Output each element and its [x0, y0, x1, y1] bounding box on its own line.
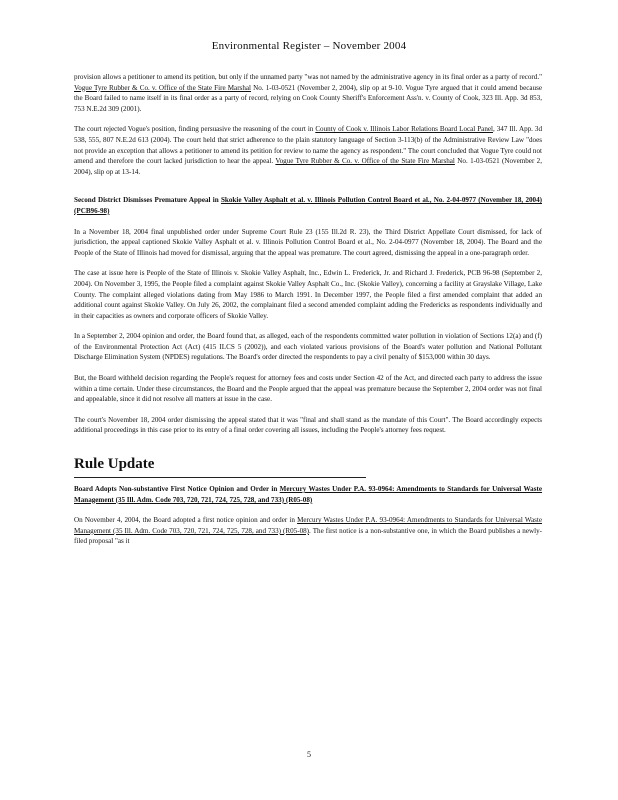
paragraph-court-mandate: The court's November 18, 2004 order dismissing the appeal stated that it was "final and shall stand as the mandate of this Court". The Board accordingly expects additional proceedings in this case prior to its entry of a final order covering all issues, including the People's attorney fees request.: [74, 415, 542, 435]
paragraph-attorney-fees: But, the Board withheld decision regarding the People's request for attorney fees and costs under Section 42 of the Act, and directed each party to address the issue within a time certain. Under these circumstances, the Board and the People argued that the appeal was premature because the September 2, 2004 order was not final and appealable, since it did not resolve all matters at issue in the case.: [74, 374, 542, 404]
rulemaking-link-mercury-wastes-body[interactable]: Mercury Wastes Under P.A. 93-0964: Amendments to Standards for Universal Waste Management (35 Ill. Adm. Code 703, 720, 721, 724, 725, 728, and 733) (R05-08): [74, 516, 542, 535]
paragraph-vogue-argument: provision allows a petitioner to amend its petition, but only if the unnamed party "was not named by the administrative agency in its final order as a party of record." Vogue Tyre Rubber & Co. v. Office of the State Fire Marshal No. 1-03-0521 (November 2, 2004), slip op at 9-10. Vogue Tyre argued that it could amend because the Board failed to name itself in its final order as a party of record, relying on Cook County Sheriff's Enforcement Ass'n. v. County of Cook, 323 Ill. App. 3d 853, 753 N.E.2d 309 (2001).: [74, 73, 542, 113]
case-citation-vogue-tyre: Vogue Tyre Rubber & Co. v. Office of the State Fire Marshal: [74, 83, 251, 92]
subheading-skokie-valley: Second District Dismisses Premature Appeal in Skokie Valley Asphalt et al. v. Illinois Pollution Control Board et al., No. 2-04-0977 (November 18, 2004) (PCB96-98): [74, 196, 542, 215]
paragraph-case-background: The case at issue here is People of the State of Illinois v. Skokie Valley Asphalt, Inc., Edwin L. Frederick, Jr. and Richard J. Frederick, PCB 96-98 (September 2, 2004). On November 3, 1995, the People filed a complaint against Skokie Valley Asphalt Co., Inc. (Skokie Valley), concerning a facility at Grayslake Village, Lake County. The complaint alleged violations dating from May 1986 to March 1991. In December 1997, the People filed a first amended complaint that added an additional count against Skokie Valley. On July 26, 2002, the complainant filed a second amended complaint adding the Fredericks as respondents individually and in their capacities as owners and corporate officers of Skokie Valley.: [74, 269, 542, 320]
case-citation-county-of-cook: County of Cook v. Illinois Labor Relations Board Local Panel: [315, 125, 493, 134]
section-divider: [74, 477, 366, 478]
running-header: Environmental Register – November 2004: [211, 40, 407, 52]
subheading-mercury-wastes: Board Adopts Non-substantive First Notice Opinion and Order in Mercury Wastes Under P.A. 93-0964: Amendments to Standards for Universal Waste Management (35 Ill. Adm. Code 703, 720, 721, 724, 725, 728, and 733) (R05-08): [74, 485, 542, 504]
rulemaking-link-mercury-wastes[interactable]: Mercury Wastes Under P.A. 93-0964: Amendments to Standards for Universal Waste Management (35 Ill. Adm. Code 703, 720, 721, 724, 725, 728, and 733) (R05-08): [74, 485, 542, 504]
paragraph-first-notice: On November 4, 2004, the Board adopted a first notice opinion and order in Mercury Wastes Under P.A. 93-0964: Amendments to Standards for Universal Waste Management (35 Ill. Adm. Code 703, 720, 721, 724, 725, 728, and 733) (R05-08). The first notice is a non-substantive one, in which the Board publishes a newly-filed proposal "as it: [74, 516, 542, 546]
page-number: 5: [307, 750, 311, 759]
paragraph-board-findings: In a September 2, 2004 opinion and order, the Board found that, as alleged, each of the respondents committed water pollution in violation of Sections 12(a) and (f) of the Environmental Protection Act (Act) (415 ILCS 5 (2002)), and each violated various provisions of the Board's water pollution and National Pollutant Discharge Elimination System (NPDES) regulations. The Board's order directed the respondents to pay a civil penalty of $153,000 within 30 days.: [74, 332, 542, 362]
case-citation-skokie-valley: Skokie Valley Asphalt et al. v. Illinois Pollution Control Board et al., No. 2-04-0977 (November 18, 2004) (PCB96-98): [74, 196, 542, 215]
paragraph-dismissal-order: In a November 18, 2004 final unpublished order under Supreme Court Rule 23 (155 Ill.2d R. 23), the Third District Appellate Court dismissed, for lack of jurisdiction, the appeal captioned Skokie Valley Asphalt et al. v. Illinois Pollution Control Board et al., No. 2-04-0977 (November 18, 2004). The Board and the People of the State of Illinois had moved for dismissal, arguing that the appeal was premature. The court agreed, dismissing the appeal in a one-paragraph order.: [74, 227, 542, 257]
paragraph-court-rejected: The court rejected Vogue's position, finding persuasive the reasoning of the court in County of Cook v. Illinois Labor Relations Board Local Panel, 347 Ill. App. 3d 538, 555, 807 N.E.2d 613 (2004). The court held that strict adherence to the plain statutory language of Section 3-113(b) of the Administrative Review Law "does not provide an exception that allows a petitioner to amend its petition for review to name the agency as respondent." The court concluded that Vogue Tyre could not amend and therefore the court lacked jurisdiction to hear the appeal. Vogue Tyre Rubber & Co. v. Office of the State Fire Marshal No. 1-03-0521 (November 2, 2004), slip op at 13-14.: [74, 125, 542, 176]
case-citation-vogue-tyre-2: Vogue Tyre Rubber & Co. v. Office of the State Fire Marshal: [275, 157, 455, 166]
document-body: [74, 72, 542, 557]
section-title-rule-update: Rule Update: [74, 456, 155, 473]
